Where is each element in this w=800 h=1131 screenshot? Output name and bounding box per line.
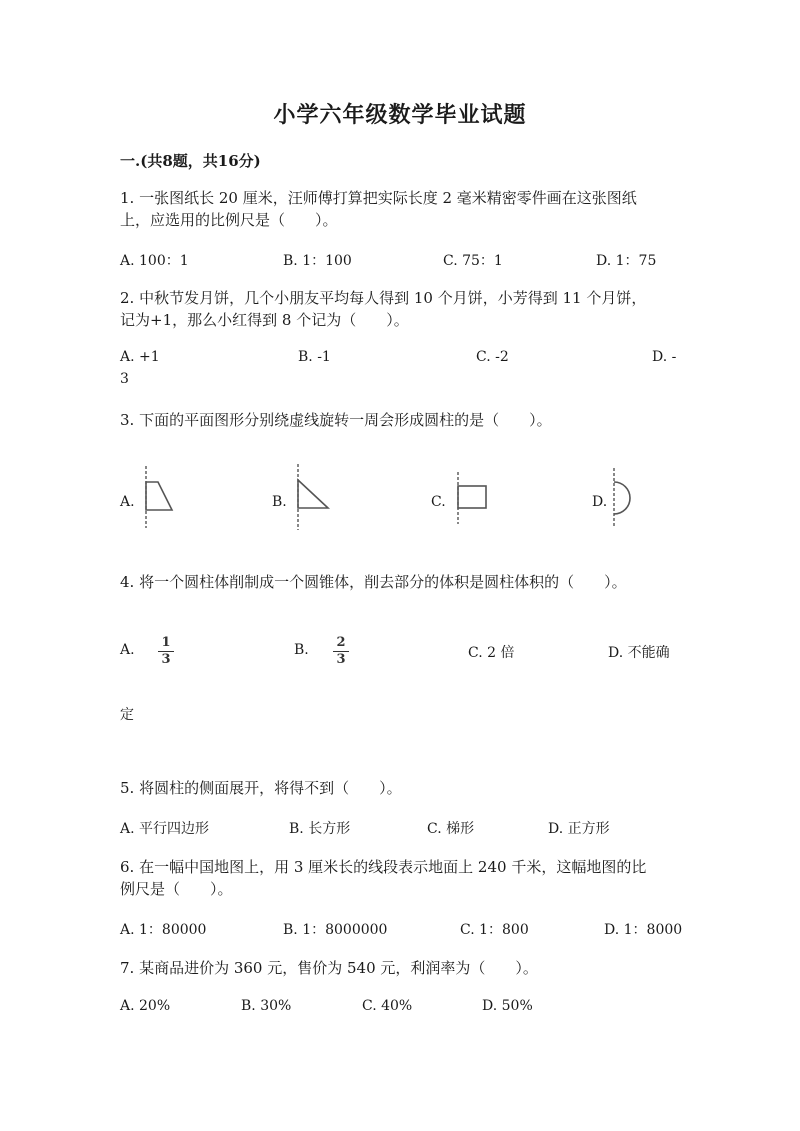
question-6-option-d: D. 1：8000 <box>604 922 683 938</box>
triangle-figure-icon <box>290 464 334 532</box>
question-4-option-b: B. <box>294 642 309 658</box>
question-2-option-d-wrap: 3 <box>120 371 129 387</box>
question-6-option-c: C. 1：800 <box>460 922 529 938</box>
fraction-denominator: 3 <box>161 652 171 667</box>
question-7-option-a: A. 20% <box>120 998 171 1014</box>
question-7-option-b: B. 30% <box>241 998 292 1014</box>
question-4-option-c: C. 2 倍 <box>468 645 515 661</box>
fraction-numerator: 1 <box>161 635 171 650</box>
question-3-option-b: B. <box>272 494 287 510</box>
question-1-text-line-1: 1. 一张图纸长 20 厘米，汪师傅打算把实际长度 2 毫米精密零件画在这张图纸 <box>120 189 637 207</box>
question-5-option-c: C. 梯形 <box>427 821 475 837</box>
question-2-text-line-2: 记为+1，那么小红得到 8 个记为（ ）。 <box>120 311 409 329</box>
question-1-text-line-2: 上，应选用的比例尺是（ ）。 <box>120 211 338 229</box>
question-5-option-d: D. 正方形 <box>548 821 610 837</box>
question-1-option-c: C. 75：1 <box>443 253 503 269</box>
question-7-option-c: C. 40% <box>362 998 413 1014</box>
fraction-two-thirds <box>333 636 349 667</box>
question-2-text-line-1: 2. 中秋节发月饼，几个小朋友平均每人得到 10 个月饼，小芳得到 11 个月饼， <box>120 289 647 307</box>
question-3-option-c: C. <box>431 494 446 510</box>
fraction-numerator: 2 <box>336 635 346 650</box>
question-3-option-d: D. <box>592 494 608 510</box>
fraction-one-third <box>158 636 174 667</box>
question-7-option-d: D. 50% <box>482 998 533 1014</box>
page-title: 小学六年级数学毕业试题 <box>273 102 527 128</box>
question-5-option-a: A. 平行四边形 <box>120 821 210 837</box>
question-3-option-a: A. <box>120 494 135 510</box>
trapezoid-figure-icon <box>138 466 178 530</box>
question-2-option-a: A. +1 <box>120 349 160 365</box>
question-2-option-d: D. - <box>652 349 677 365</box>
question-5-text: 5. 将圆柱的侧面展开，将得不到（ ）。 <box>120 779 402 797</box>
question-6-text-line-1: 6. 在一幅中国地图上，用 3 厘米长的线段表示地面上 240 千米，这幅地图的比 <box>120 858 647 876</box>
question-4-text: 4. 将一个圆柱体削制成一个圆锥体，削去部分的体积是圆柱体积的（ ）。 <box>120 573 627 591</box>
question-1-option-d: D. 1：75 <box>596 253 657 269</box>
section-heading: 一.(共8题，共16分) <box>120 152 261 170</box>
question-3-text: 3. 下面的平面图形分别绕虚线旋转一周会形成圆柱的是（ ）。 <box>120 411 552 429</box>
question-5-option-b: B. 长方形 <box>289 821 351 837</box>
question-1-option-a: A. 100：1 <box>120 253 189 269</box>
question-6-option-a: A. 1：80000 <box>120 922 207 938</box>
question-6-text-line-2: 例尺是（ ）。 <box>120 880 233 898</box>
question-4-option-d-wrap: 定 <box>120 707 134 723</box>
question-1-option-b: B. 1：100 <box>283 253 352 269</box>
question-4-option-d: D. 不能确 <box>608 645 670 661</box>
question-6-option-b: B. 1：8000000 <box>283 922 388 938</box>
rectangle-figure-icon <box>450 472 494 526</box>
question-2-option-b: B. -1 <box>298 349 331 365</box>
semicircle-figure-icon <box>608 468 644 528</box>
question-2-option-c: C. -2 <box>476 349 509 365</box>
question-7-text: 7. 某商品进价为 360 元，售价为 540 元，利润率为（ ）。 <box>120 959 538 977</box>
question-4-option-a: A. <box>120 642 135 658</box>
fraction-denominator: 3 <box>336 652 346 667</box>
